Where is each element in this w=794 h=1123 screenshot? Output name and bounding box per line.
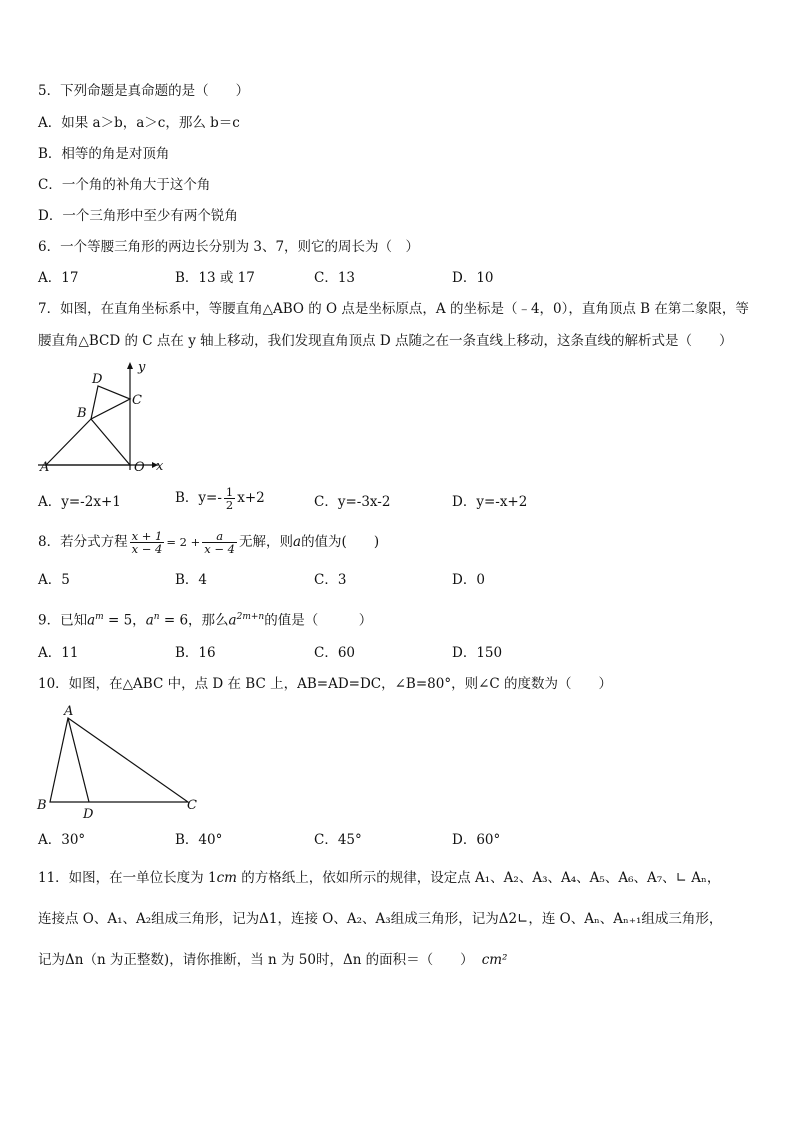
q10-option-b: B．40° — [175, 832, 223, 848]
q7-figure — [34, 358, 174, 476]
label-a: A — [64, 704, 74, 719]
y-axis-arrow — [127, 362, 133, 369]
q5-option-d: D．一个三角形中至少有两个锐角 — [38, 208, 238, 224]
label-d: D — [83, 807, 94, 822]
q7-option-b-prefix: B．y=- — [175, 490, 222, 506]
q8-stem-prefix: 8．若分式方程 — [38, 534, 128, 550]
q8-option-d: D．0 — [452, 572, 485, 588]
q8-fraction-2 — [202, 530, 237, 555]
q9-stem-suffix: 的值是（ ） — [264, 612, 373, 629]
q7-option-a: A．y=-2x+1 — [38, 494, 121, 510]
label-x: x — [156, 459, 164, 474]
q9-value-2: = 6，那么 — [159, 612, 229, 629]
q10-stem: 10．如图，在△ABC 中，点 D 在 BC 上，AB=AD=DC，∠B=80°，则∠C 的度数为（ ） — [38, 676, 613, 692]
q8-option-a: A．5 — [38, 572, 70, 588]
q6-option-a: A．17 — [38, 270, 79, 286]
q9-base-2: a — [145, 612, 154, 629]
q9-value-1: = 5， — [103, 612, 146, 629]
q5-option-a: A．如果 a＞b，a＞c，那么 b＝c — [38, 115, 240, 131]
q9-exponent-3: 2m+n — [236, 612, 265, 622]
q9-option-a: A．11 — [38, 645, 79, 661]
q5-option-b: B．相等的角是对顶角 — [38, 146, 170, 162]
fraction-denominator: x − 4 — [204, 542, 235, 556]
q7-option-b — [175, 486, 265, 511]
q11-line1 — [38, 869, 720, 887]
q10-option-a: A．30° — [38, 832, 86, 848]
label-c: C — [132, 393, 142, 408]
fraction-numerator: 1 — [225, 485, 234, 499]
q8-option-b: B．4 — [175, 572, 208, 588]
q8-stem — [38, 530, 379, 555]
q5-option-c: C．一个角的补角大于这个角 — [38, 177, 211, 193]
fraction-denominator: 2 — [225, 498, 234, 512]
q9-exponent-1: m — [95, 612, 104, 622]
q11-unit: cm — [216, 870, 237, 886]
fraction-denominator: x − 4 — [131, 542, 163, 556]
q9-stem — [38, 608, 372, 630]
q10-figure — [34, 702, 204, 822]
q7-option-c: C．y=-3x-2 — [314, 494, 391, 510]
q9-stem-prefix: 9．已知 — [38, 612, 88, 629]
q11-line2: 连接点 O、A₁、A₂组成三角形，记为Δ1，连接 O、A₂、A₃组成三角形，记为Δ2∟，连 O、Aₙ、Aₙ₊₁组成三角形， — [38, 911, 723, 927]
q5-stem: 5．下列命题是真命题的是（ ） — [38, 83, 250, 99]
q8-option-c: C．3 — [314, 572, 347, 588]
label-b: B — [37, 798, 47, 813]
label-c: C — [187, 798, 197, 813]
q8-stem-suffix: 的值为( ) — [301, 534, 380, 550]
q9-option-d: D．150 — [452, 645, 503, 661]
label-d: D — [92, 372, 103, 387]
q7-stem-line2: 腰直角△BCD 的 C 点在 y 轴上移动，我们发现直角顶点 D 点随之在一条直线上移动，这条直线的解析式是（ ） — [38, 333, 733, 349]
q11-line3-prefix: 记为Δn（n 为正整数)，请你推断，当 n 为 50时，Δn 的面积＝（ ） — [38, 952, 474, 968]
label-b: B — [77, 406, 87, 421]
q6-stem: 6．一个等腰三角形的两边长分别为 3、7，则它的周长为（ ） — [38, 239, 420, 255]
q7-option-d: D．y=-x+2 — [452, 494, 528, 510]
q9-exponent-2: n — [153, 612, 160, 622]
q10-option-c: C．45° — [314, 832, 362, 848]
q8-stem-middle: 无解，则 — [239, 534, 293, 550]
q6-option-c: C．13 — [314, 270, 356, 286]
label-a: A — [40, 460, 50, 475]
q6-option-d: D．10 — [452, 270, 494, 286]
q8-variable: a — [293, 534, 302, 550]
q6-option-b: B．13 或 17 — [175, 270, 255, 286]
fraction-numerator: a — [202, 530, 237, 543]
q7-option-b-suffix: x+2 — [237, 490, 265, 506]
q11-line3 — [38, 951, 507, 969]
q11-line1-suffix: 的方格纸上，依如所示的规律，设定点 A₁、A₂、A₃、A₄、A₅、A₆、A₇、∟ Aₙ， — [236, 870, 721, 886]
q8-fraction-1 — [130, 530, 165, 555]
q11-area-unit: cm² — [481, 952, 508, 968]
triangle-abo — [46, 419, 130, 465]
q7-option-b-fraction — [224, 486, 235, 511]
q10-option-d: D．60° — [452, 832, 501, 848]
q8-equals: = 2 + — [166, 535, 201, 549]
triangle-bcd — [91, 386, 130, 419]
q9-base-1: a — [87, 612, 96, 629]
q11-line1-prefix: 11．如图，在一单位长度为 1 — [38, 870, 217, 886]
q9-option-b: B．16 — [175, 645, 216, 661]
fraction-numerator: x + 1 — [131, 529, 163, 543]
label-o: O — [134, 460, 145, 475]
q9-base-3: a — [228, 612, 237, 629]
label-y: y — [138, 360, 146, 375]
q9-option-c: C．60 — [314, 645, 356, 661]
q7-stem-line1: 7．如图，在直角坐标系中，等腰直角△ABO 的 O 点是坐标原点，A 的坐标是（﹣4，0），直角顶点 B 在第二象限，等 — [38, 301, 749, 317]
